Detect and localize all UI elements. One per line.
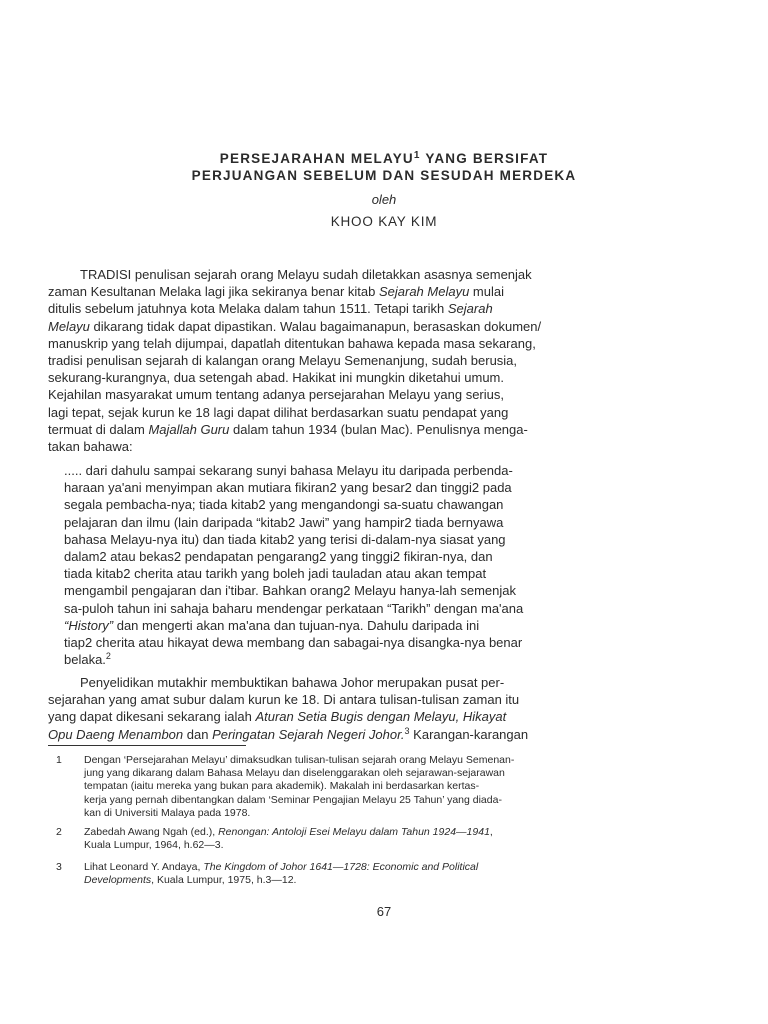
title-footnote-ref: 1	[413, 150, 421, 161]
footnote-divider	[48, 745, 246, 746]
byline: oleh	[371, 192, 397, 207]
footnote-ref-2: 2	[105, 651, 111, 662]
author-name: KHOO KAY KIM	[330, 214, 438, 229]
footnote-number: 3	[56, 861, 62, 873]
title-line-2: PERJUANGAN SEBELUM DAN SESUDAH MERDEKA	[191, 168, 577, 183]
footnote-number: 2	[56, 826, 62, 838]
paragraph-1: TRADISI penulisan sejarah orang Melayu sudah diletakkan asasnya semenjak zaman Kesultanan Melaka lagi jika sekiranya benar kitab Sejarah Melayu mulai ditulis sebelum jatuhnya kota Melaka dalam tahun 1511. Tetapi tarikh Sejarah Melayu dikarang tidak dapat dipastikan. Walau bagaimanapun, berasaskan dokumen/ manuskrip yang telah dijumpai, dapatlah ditentukan bahawa kepada masa sekarang, tradisi penulisan sejarah di kalangan orang Melayu Semenanjung, sudah berusia, sekurang-kurangnya, dua setengah abad. Hakikat ini mungkin diketahui umum. Kejahilan masyarakat umum tentang adanya persejarahan Melayu yang serius, lagi tepat, sejak kurun ke 18 lagi dapat dilihat berdasarkan suatu pendapat yang termuat di dalam Majallah Guru dalam tahun 1934 (bulan Mac). Penulisnya menga- takan bahawa:	[48, 267, 542, 455]
page-number: 67	[376, 904, 392, 919]
footnote-number: 1	[56, 754, 62, 766]
footnote-3: 3 Lihat Leonard Y. Andaya, The Kingdom of Johor 1641—1728: Economic and Political Developments, Kuala Lumpur, 1975, h.3—12.	[56, 861, 479, 887]
article-title	[0, 150, 768, 184]
title-line-1: PERSEJARAHAN MELAYU$^1$ YANG BERSIFAT	[219, 150, 549, 166]
footnote-ref-3: 3	[404, 725, 410, 736]
footnote-2: 2 Zabedah Awang Ngah (ed.), Renongan: Antoloji Esei Melayu dalam Tahun 1924—1941, Kuala Lumpur, 1964, h.62—3.	[56, 826, 493, 852]
block-quote: ..... dari dahulu sampai sekarang sunyi bahasa Melayu itu daripada perbenda- haraan ya'ani menyimpan akan mutiara fikiran2 yang besar2 dan tinggi2 pada segala pembacha-nya; tiada kitab2 yang mengandongi sa-suatu chawangan pelajaran dan ilmu (lain daripada “kitab2 Jawi” yang hampir2 tiada bernyawa bahasa Melayu-nya itu) dan tiada kitab2 yang terisi di-dalam-nya siasat yang dalam2 atau bekas2 pendapatan pengarang2 yang tinggi2 fikiran-nya, dan tiada kitab2 cherita atau tarikh yang boleh jadi tauladan atau akan tempat mengambil pengajaran dan i'tibar. Bahkan orang2 Melayu hanya-lah semenjak sa-puloh tahun ini sahaja baharu mendengar perkataan “Tarikh” dengan ma'ana “History” dan mengerti akan ma'ana dan tujuan-nya. Dahulu daripada ini tiap2 cherita atau hikayat dewa membang dan sabagai-nya disangka-nya benar belaka.$^2$	[64, 463, 524, 668]
footnote-1: 1 Dengan ‘Persejarahan Melayu’ dimaksudkan tulisan-tulisan sejarah orang Melayu Semenan- jung yang dikarang dalam Bahasa Melayu dan diselenggarakan oleh sejarawan-sejarawan tempatan (iaitu mereka yang bukan para akademik). Makalah ini berdasarkan kertas- kerja yang pernah dibentangkan dalam ‘Seminar Pengajian Melayu 25 Tahun’ yang diada- kan di Universiti Malaya pada 1978.	[56, 754, 515, 819]
paragraph-2: Penyelidikan mutakhir membuktikan bahawa Johor merupakan pusat per- sejarahan yang amat subur dalam kurun ke 18. Di antara tulisan-tulisan zaman itu yang dapat dikesani sekarang ialah Aturan Setia Bugis dengan Melayu, Hikayat Opu Daeng Menambon dan Peringatan Sejarah Negeri Johor.$^3$ Karangan-karangan	[48, 675, 529, 742]
